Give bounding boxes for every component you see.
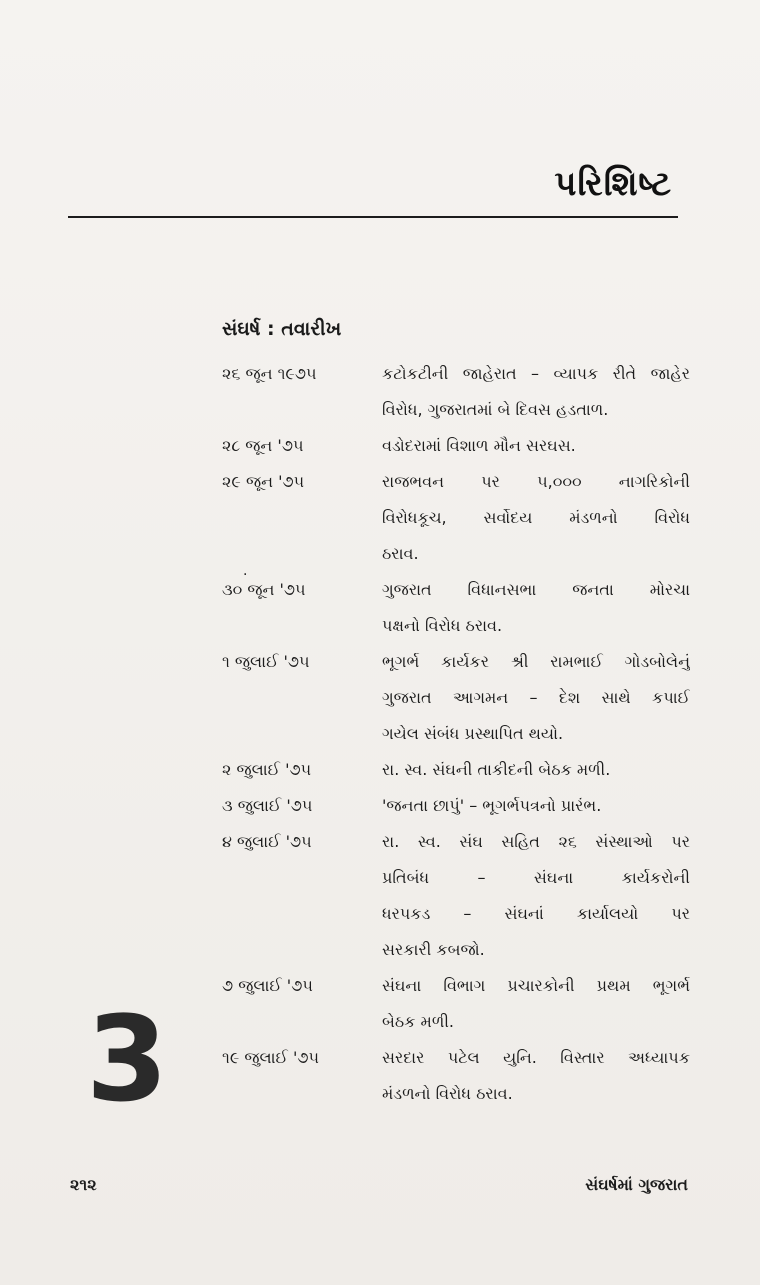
- timeline-entry: [222, 572, 692, 644]
- entry-line: સરકારી કબજો.: [382, 940, 485, 959]
- chapter-number: 3: [86, 990, 169, 1128]
- entry-line: ગુજરાત આગમન – દેશ સાથે કપાઈ: [382, 688, 690, 707]
- entry-line: ગયેલ સંબંધ પ્રસ્થાપિત થયો.: [382, 724, 564, 743]
- entry-description: [382, 968, 690, 1040]
- entry-description: [382, 428, 690, 464]
- appendix-title: પરિશિષ્ટ: [554, 164, 672, 204]
- entry-line: મંડળનો વિરોધ ઠરાવ.: [382, 1084, 513, 1103]
- entry-line: 'જનતા છાપું' – ભૂગર્ભપત્રનો પ્રારંભ.: [382, 796, 602, 815]
- entry-line: રા. સ્વ. સંઘની તાકીદની બેઠક મળી.: [382, 760, 611, 779]
- entry-description: [382, 644, 690, 752]
- timeline-entry: [222, 356, 692, 428]
- entry-description: [382, 788, 690, 824]
- timeline-entry: [222, 752, 692, 788]
- page-number: ૨૧૨: [70, 1175, 97, 1194]
- running-footer-title: સંઘર્ષમાં ગુજરાત: [585, 1175, 688, 1194]
- timeline-entry: [222, 1040, 692, 1112]
- timeline-entry: [222, 644, 692, 752]
- entry-line: રા. સ્વ. સંઘ સહિત ૨૬ સંસ્થાઓ પર: [382, 832, 690, 851]
- entry-date: ૩ જુલાઈ '૭૫: [222, 796, 313, 815]
- entry-line: ગુજરાત વિધાનસભા જનતા મોરચા: [382, 580, 690, 599]
- entry-line: ભૂગર્ભ કાર્યકર શ્રી રામભાઈ ગોડબોલેનું: [382, 652, 690, 671]
- entry-line: પ્રતિબંધ – સંઘના કાર્યકરોની: [382, 868, 690, 887]
- entry-date: ૧૯ જુલાઈ '૭૫: [222, 1048, 320, 1067]
- entry-date: ૧ જુલાઈ '૭૫: [222, 652, 310, 671]
- entry-date: ૨૯ જૂન '૭૫: [222, 472, 305, 491]
- entry-description: [382, 824, 690, 968]
- entry-date: ૩૦ જૂન '૭૫: [222, 580, 306, 599]
- entry-date: ૭ જુલાઈ '૭૫: [222, 976, 313, 995]
- timeline-entry: [222, 788, 692, 824]
- entry-line: વિરોધ, ગુજરાતમાં બે દિવસ હડતાળ.: [382, 400, 609, 419]
- timeline-entry: [222, 428, 692, 464]
- entry-line: સરદાર પટેલ યુનિ. વિસ્તાર અધ્યાપક: [382, 1048, 690, 1067]
- entry-line: રાજભવન પર ૫,૦૦૦ નાગરિકોની: [382, 472, 690, 491]
- entry-date: ૪ જુલાઈ '૭૫: [222, 832, 312, 851]
- entry-line: ધરપકડ – સંઘનાં કાર્યાલયો પર: [382, 904, 690, 923]
- entry-line: વિરોધકૂચ, સર્વોદય મંડળનો વિરોધ: [382, 508, 690, 527]
- entry-line: ઠરાવ.: [382, 544, 419, 563]
- entry-line: સંઘના વિભાગ પ્રચારકોની પ્રથમ ભૂગર્ભ: [382, 976, 690, 995]
- entry-description: [382, 572, 690, 644]
- entry-line: પક્ષનો વિરોધ ઠરાવ.: [382, 616, 503, 635]
- entry-description: [382, 752, 690, 788]
- entry-date: ૨૬ જૂન ૧૯૭૫: [222, 364, 317, 383]
- entry-description: [382, 356, 690, 428]
- appendix-header: [68, 160, 678, 218]
- entry-description: [382, 1040, 690, 1112]
- timeline-entry: [222, 968, 692, 1040]
- entry-date: ૨૮ જૂન '૭૫: [222, 436, 304, 455]
- entry-line: બેઠક મળી.: [382, 1012, 454, 1031]
- timeline-entry: [222, 824, 692, 968]
- entry-date: ૨ જુલાઈ '૭૫: [222, 760, 312, 779]
- entry-line: કટોકટીની જાહેરાત – વ્યાપક રીતે જાહેર: [382, 364, 690, 383]
- timeline-list: [222, 356, 692, 1112]
- entry-line: વડોદરામાં વિશાળ મૌન સરઘસ.: [382, 436, 576, 455]
- section-title: સંઘર્ષ : તવારીખ: [222, 318, 342, 340]
- timeline-entry: [222, 464, 692, 572]
- stray-dot-mark: .: [243, 563, 248, 579]
- entry-description: [382, 464, 690, 572]
